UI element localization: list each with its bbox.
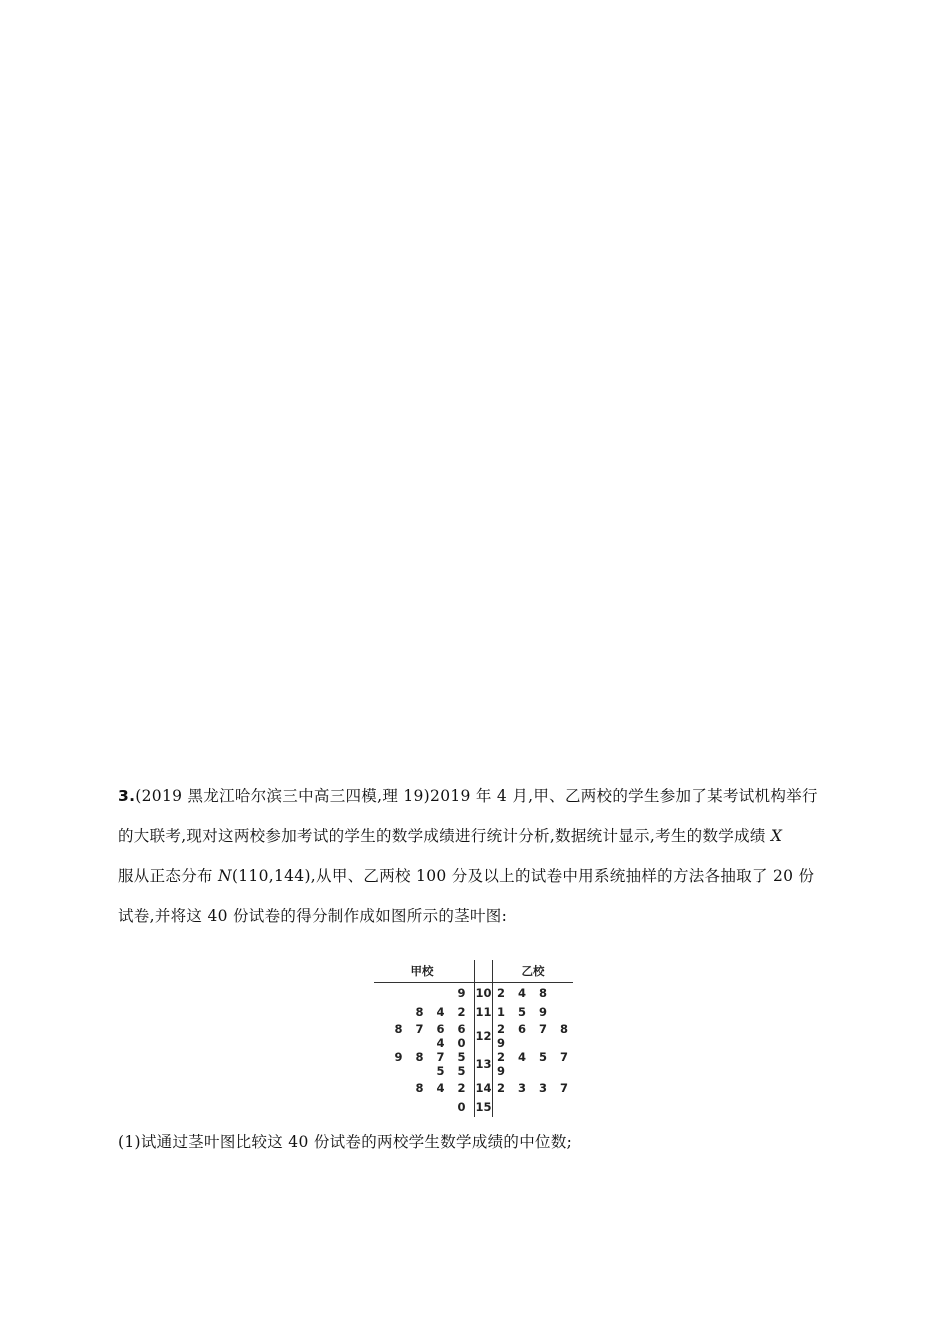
stem-leaf-row [374, 1050, 573, 1078]
problem-text [118, 776, 840, 936]
variable-x: X [770, 827, 783, 845]
stem-value: 11 [475, 1003, 493, 1023]
stem-leaf-row [374, 1078, 573, 1098]
problem-line-2-text: 的大联考,现对这两校参加考试的学生的数学成绩进行统计分析,数据统计显示,考生的数学成绩 [118, 827, 771, 845]
stem-value: 15 [475, 1098, 493, 1118]
stem-value: 12 [475, 1022, 493, 1050]
stem-leaf-body [374, 983, 573, 1118]
right-header: 乙校 [493, 960, 574, 983]
stem-leaf-row [374, 1022, 573, 1050]
left-leaves: 8 7 6 6 4 0 [394, 1022, 470, 1050]
right-leaves [493, 1098, 574, 1118]
left-header: 甲校 [374, 960, 475, 983]
stem-leaf-row [374, 1098, 573, 1118]
stem-header [475, 960, 493, 983]
stem-value: 14 [475, 1078, 493, 1098]
stem-leaf-row [374, 983, 573, 1003]
problem-number: 3. [118, 787, 136, 805]
problem-line-1 [118, 776, 840, 816]
right-leaves: 1 5 9 [497, 1005, 552, 1020]
stem-leaf-header [374, 960, 573, 983]
problem-line-3-text: 服从正态分布 [118, 867, 219, 885]
right-leaves: 2 4 8 [497, 985, 552, 1000]
left-leaves: 8 4 2 [415, 1080, 470, 1095]
left-leaves: 0 [457, 1100, 470, 1115]
variable-n: N [218, 867, 232, 885]
problem-line-3-rest: (110,144),从甲、乙两校 100 分及以上的试卷中用系统抽样的方法各抽取了 20 份 [231, 867, 815, 885]
problem-line-2 [118, 816, 840, 856]
right-leaves: 2 3 3 7 [497, 1080, 573, 1095]
stem-leaf-table [374, 960, 573, 1117]
stem-leaf-row [374, 1003, 573, 1023]
problem-source: (2019 黑龙江哈尔滨三中高三四模,理 19)2019 年 4 月,甲、乙两校的学生参加了某考试机构举行 [135, 787, 818, 805]
left-leaves: 9 8 7 5 5 5 [394, 1050, 470, 1078]
subquestion-1: (1)试通过茎叶图比较这 40 份试卷的两校学生数学成绩的中位数; [118, 1133, 573, 1151]
stem-value: 13 [475, 1050, 493, 1078]
right-leaves: 2 4 5 7 9 [497, 1050, 573, 1078]
stem-value: 10 [475, 983, 493, 1003]
stem-leaf-plot [374, 960, 578, 1117]
problem-line-4: 试卷,并将这 40 份试卷的得分制作成如图所示的茎叶图: [118, 907, 508, 925]
left-leaves: 9 [457, 985, 470, 1000]
right-leaves: 2 6 7 8 9 [497, 1022, 573, 1050]
left-leaves: 8 4 2 [415, 1005, 470, 1020]
problem-line-3 [118, 856, 840, 896]
